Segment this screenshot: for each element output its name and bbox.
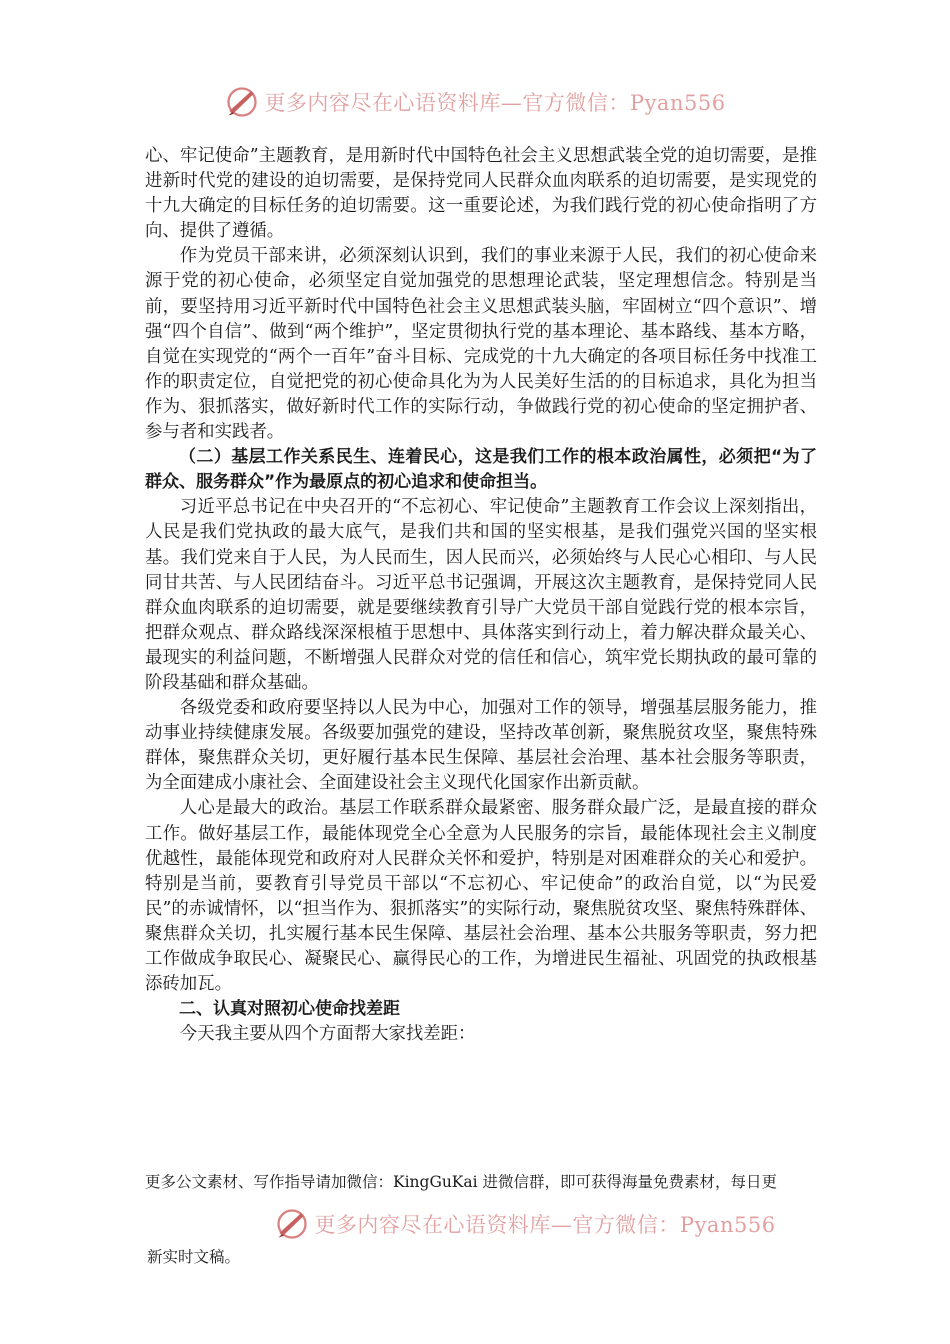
section-subheading: （二）基层工作关系民生、连着民心，这是我们工作的根本政治属性，必须把“为了群众、服务群众”作为最原点的初心追求和使命担当。 xyxy=(145,447,817,493)
paragraph: 各级党委和政府要坚持以人民为中心，加强对工作的领导，增强基层服务能力，推动事业持续健康发展。各级要加强党的建设，坚持改革创新，聚焦脱贫攻坚，聚焦特殊群体，聚焦群众关切，更好履行基本民生保障、基层社会治理、基本社会服务等职责，为全面建成小康社会、全面建设社会主义现代化国家作出新贡献。 xyxy=(145,698,817,794)
watermark-text: 更多内容尽在心语资料库—官方微信：Pyan556 xyxy=(314,1213,776,1237)
paragraph: 今天我主要从四个方面帮大家找差距： xyxy=(179,1024,476,1045)
footer-note-continued: 新实时文稿。 xyxy=(147,1248,241,1266)
section-heading: 二、认真对照初心使命找差距 xyxy=(179,999,400,1020)
paragraph: 心、牢记使命”主题教育，是用新时代中国特色社会主义思想武装全党的迫切需要，是推进新时代党的建设的迫切需要，是保持党同人民群众血肉联系的迫切需要，是实现党的十九大确定的目标任务的迫切需要。这一重要论述，为我们践行党的初心使命指明了方向、提供了遵循。 xyxy=(145,146,817,242)
watermark-text: 更多内容尽在心语资料库—官方微信：Pyan556 xyxy=(264,91,726,115)
paragraph: 人心是最大的政治。基层工作联系群众最紧密、服务群众最广泛，是最直接的群众工作。做好基层工作，最能体现党全心全意为人民服务的宗旨，最能体现社会主义制度优越性，最能体现党和政府对人民群众关怀和爱护，特别是对困难群众的关心和爱护。特别是当前，要教育引导党员干部以“不忘初心、牢记使命”的政治自觉，以“为民爱民”的赤诚情怀，以“担当作为、狠抓落实”的实际行动，聚焦脱贫攻坚、聚焦特殊群体、聚焦群众关切，扎实履行基本民生保障、基层社会治理、基本公共服务等职责，努力把工作做成争取民心、凝聚民心、赢得民心的工作，为增进民生福祉、巩固党的执政根基添砖加瓦。 xyxy=(145,798,817,995)
watermark-footer xyxy=(50,1206,950,1242)
watermark-header xyxy=(0,84,950,120)
pen-logo-icon xyxy=(274,1206,310,1242)
pen-logo-icon xyxy=(224,84,260,120)
paragraph: 作为党员干部来讲，必须深刻认识到，我们的事业来源于人民，我们的初心使命来源于党的初心使命，必须坚定自觉加强党的思想理论武装，坚定理想信念。特别是当前，要坚持用习近平新时代中国特色社会主义思想武装头脑，牢固树立“四个意识”、增强“四个自信”、做到“两个维护”，坚定贯彻执行党的基本理论、基本路线、基本方略，自觉在实现党的“两个一百年”奋斗目标、完成党的十九大确定的各项目标任务中找准工作的职责定位，自觉把党的初心使命具化为为人民美好生活的的目标追求，具化为担当作为、狠抓落实，做好新时代工作的实际行动，争做践行党的初心使命的坚定拥护者、参与者和实践者。 xyxy=(145,246,817,443)
paragraph: 习近平总书记在中央召开的“不忘初心、牢记使命”主题教育工作会议上深刻指出，人民是我们党执政的最大底气，是我们共和国的坚实根基，是我们强党兴国的坚实根基。我们党来自于人民，为人民而生，因人民而兴，必须始终与人民心心相印、与人民同甘共苦、与人民团结奋斗。习近平总书记强调，开展这次主题教育，是保持党同人民群众血肉联系的迫切需要，就是要继续教育引导广大党员干部自觉践行党的根本宗旨，把群众观点、群众路线深深根植于思想中、具体落实到行动上，着力解决群众最关心、最现实的利益问题，不断增强人民群众对党的信任和信心，筑牢党长期执政的最可靠的阶段基础和群众基础。 xyxy=(145,497,817,693)
footer-note: 更多公文素材、写作指导请加微信：KingGuKai 进微信群，即可获得海量免费素材，每日更 xyxy=(145,1173,778,1191)
document-body xyxy=(145,144,817,1047)
